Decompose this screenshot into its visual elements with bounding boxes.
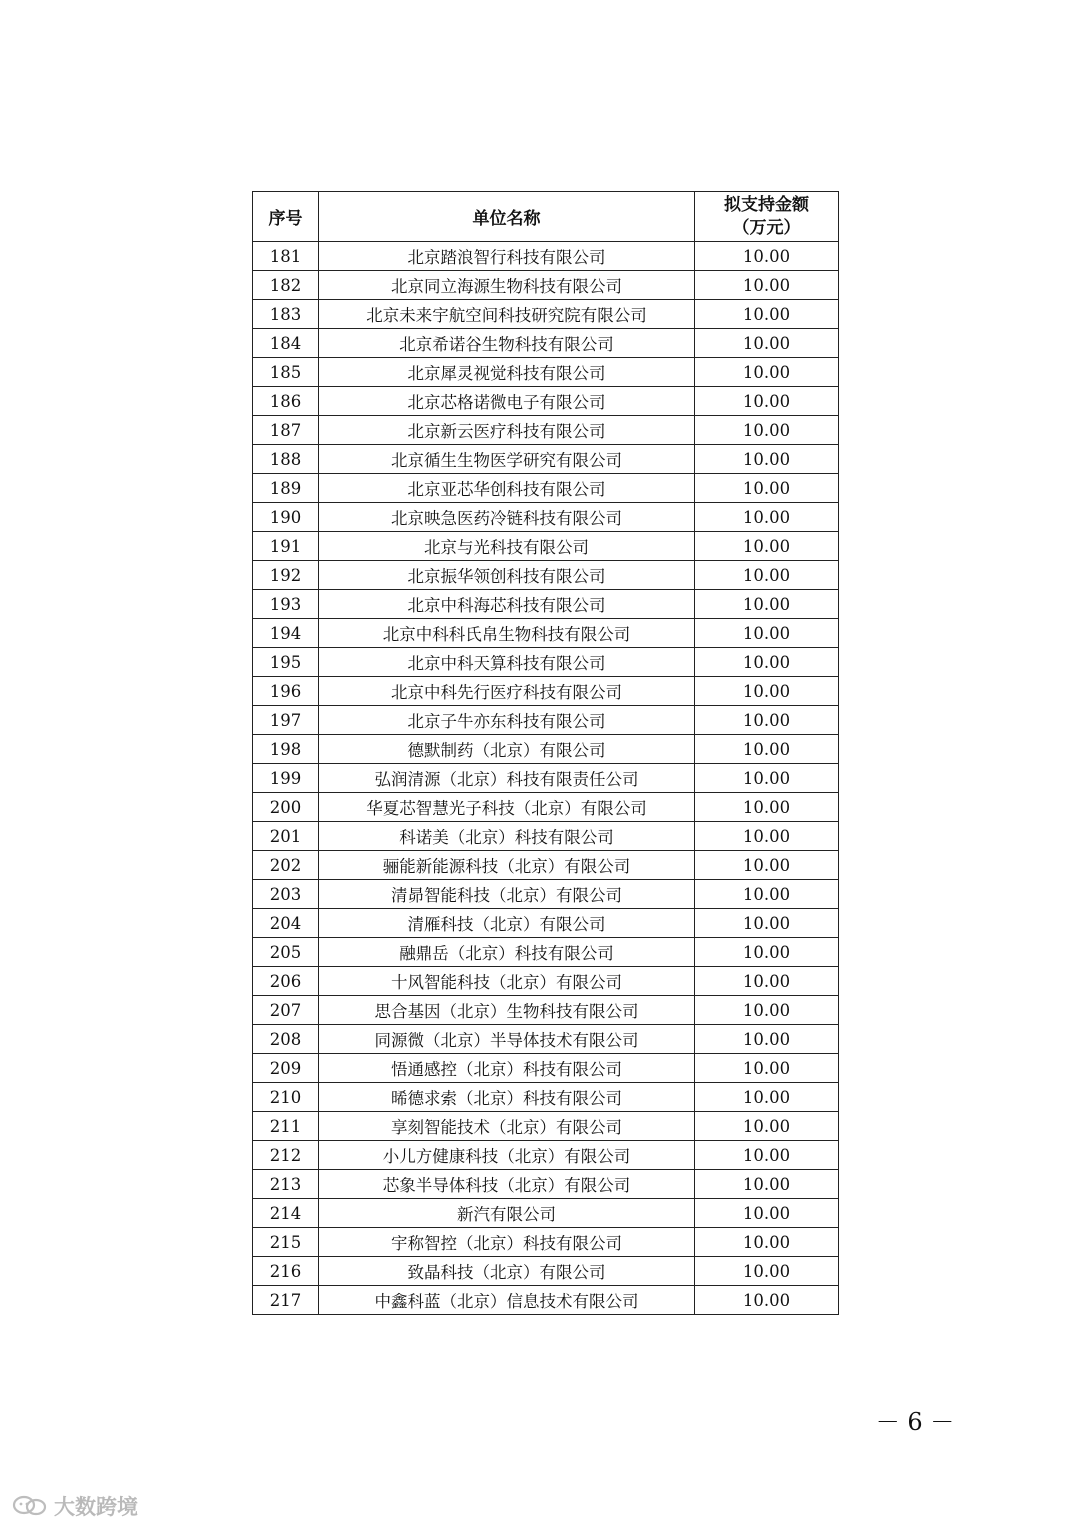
row-company-name: 十风智能科技（北京）有限公司 xyxy=(319,967,695,996)
row-amount: 10.00 xyxy=(695,938,839,967)
row-company-name: 北京中科天算科技有限公司 xyxy=(319,648,695,677)
watermark xyxy=(12,1493,138,1519)
row-amount: 10.00 xyxy=(695,1257,839,1286)
table-row xyxy=(253,735,839,764)
table-row xyxy=(253,764,839,793)
row-company-name: 北京中科先行医疗科技有限公司 xyxy=(319,677,695,706)
row-amount: 10.00 xyxy=(695,851,839,880)
row-index: 183 xyxy=(253,300,319,329)
row-index: 197 xyxy=(253,706,319,735)
table-row xyxy=(253,880,839,909)
table-row xyxy=(253,1257,839,1286)
table-row xyxy=(253,1286,839,1315)
funding-table xyxy=(252,191,839,1315)
row-company-name: 晞德求索（北京）科技有限公司 xyxy=(319,1083,695,1112)
row-amount: 10.00 xyxy=(695,590,839,619)
table-row xyxy=(253,793,839,822)
row-index: 191 xyxy=(253,532,319,561)
row-company-name: 德默制药（北京）有限公司 xyxy=(319,735,695,764)
table-row xyxy=(253,1083,839,1112)
row-index: 188 xyxy=(253,445,319,474)
row-index: 194 xyxy=(253,619,319,648)
table-row xyxy=(253,387,839,416)
table-row xyxy=(253,967,839,996)
row-amount: 10.00 xyxy=(695,1228,839,1257)
table-row xyxy=(253,416,839,445)
row-amount: 10.00 xyxy=(695,880,839,909)
table-row xyxy=(253,619,839,648)
row-amount: 10.00 xyxy=(695,416,839,445)
table-row xyxy=(253,561,839,590)
row-index: 206 xyxy=(253,967,319,996)
row-company-name: 北京同立海源生物科技有限公司 xyxy=(319,271,695,300)
table-row xyxy=(253,445,839,474)
row-index: 207 xyxy=(253,996,319,1025)
row-index: 198 xyxy=(253,735,319,764)
table-header-row xyxy=(253,192,839,242)
header-amount-line2: （万元） xyxy=(732,217,801,238)
table-row xyxy=(253,1228,839,1257)
row-amount: 10.00 xyxy=(695,1083,839,1112)
row-index: 209 xyxy=(253,1054,319,1083)
row-company-name: 北京亚芯华创科技有限公司 xyxy=(319,474,695,503)
row-company-name: 新汽有限公司 xyxy=(319,1199,695,1228)
row-index: 185 xyxy=(253,358,319,387)
table-row xyxy=(253,1170,839,1199)
header-index: 序号 xyxy=(253,192,319,242)
row-amount: 10.00 xyxy=(695,967,839,996)
row-index: 200 xyxy=(253,793,319,822)
row-amount: 10.00 xyxy=(695,648,839,677)
table-row xyxy=(253,271,839,300)
row-company-name: 北京中科海芯科技有限公司 xyxy=(319,590,695,619)
row-index: 214 xyxy=(253,1199,319,1228)
header-amount-line1: 拟支持金额 xyxy=(724,194,809,215)
row-amount: 10.00 xyxy=(695,1025,839,1054)
watermark-text: 大数跨境 xyxy=(54,1495,138,1519)
row-company-name: 北京犀灵视觉科技有限公司 xyxy=(319,358,695,387)
header-amount xyxy=(695,192,839,242)
table-row xyxy=(253,1025,839,1054)
row-index: 186 xyxy=(253,387,319,416)
row-company-name: 华夏芯智慧光子科技（北京）有限公司 xyxy=(319,793,695,822)
row-company-name: 弘润清源（北京）科技有限责任公司 xyxy=(319,764,695,793)
table-row xyxy=(253,648,839,677)
row-index: 190 xyxy=(253,503,319,532)
row-company-name: 北京振华领创科技有限公司 xyxy=(319,561,695,590)
row-index: 184 xyxy=(253,329,319,358)
row-amount: 10.00 xyxy=(695,242,839,271)
row-amount: 10.00 xyxy=(695,1170,839,1199)
row-company-name: 清雁科技（北京）有限公司 xyxy=(319,909,695,938)
row-amount: 10.00 xyxy=(695,271,839,300)
row-index: 202 xyxy=(253,851,319,880)
row-index: 196 xyxy=(253,677,319,706)
row-company-name: 宇称智控（北京）科技有限公司 xyxy=(319,1228,695,1257)
row-index: 181 xyxy=(253,242,319,271)
row-index: 208 xyxy=(253,1025,319,1054)
row-index: 182 xyxy=(253,271,319,300)
row-amount: 10.00 xyxy=(695,735,839,764)
row-index: 212 xyxy=(253,1141,319,1170)
table-row xyxy=(253,909,839,938)
table-row xyxy=(253,996,839,1025)
row-amount: 10.00 xyxy=(695,706,839,735)
row-company-name: 享刻智能技术（北京）有限公司 xyxy=(319,1112,695,1141)
header-name: 单位名称 xyxy=(319,192,695,242)
row-company-name: 北京未来宇航空间科技研究院有限公司 xyxy=(319,300,695,329)
table-row xyxy=(253,822,839,851)
row-company-name: 北京新云医疗科技有限公司 xyxy=(319,416,695,445)
row-amount: 10.00 xyxy=(695,1286,839,1315)
table-row xyxy=(253,358,839,387)
table-row xyxy=(253,1112,839,1141)
row-company-name: 思合基因（北京）生物科技有限公司 xyxy=(319,996,695,1025)
row-amount: 10.00 xyxy=(695,793,839,822)
row-company-name: 北京与光科技有限公司 xyxy=(319,532,695,561)
row-index: 215 xyxy=(253,1228,319,1257)
row-company-name: 清昴智能科技（北京）有限公司 xyxy=(319,880,695,909)
row-company-name: 北京芯格诺微电子有限公司 xyxy=(319,387,695,416)
row-company-name: 致晶科技（北京）有限公司 xyxy=(319,1257,695,1286)
row-amount: 10.00 xyxy=(695,822,839,851)
row-company-name: 芯象半导体科技（北京）有限公司 xyxy=(319,1170,695,1199)
row-amount: 10.00 xyxy=(695,1054,839,1083)
table-row xyxy=(253,1054,839,1083)
table-row xyxy=(253,300,839,329)
row-amount: 10.00 xyxy=(695,445,839,474)
row-company-name: 小儿方健康科技（北京）有限公司 xyxy=(319,1141,695,1170)
row-index: 195 xyxy=(253,648,319,677)
row-company-name: 科诺美（北京）科技有限公司 xyxy=(319,822,695,851)
row-index: 189 xyxy=(253,474,319,503)
table-row xyxy=(253,242,839,271)
row-company-name: 悟通感控（北京）科技有限公司 xyxy=(319,1054,695,1083)
row-index: 211 xyxy=(253,1112,319,1141)
row-amount: 10.00 xyxy=(695,764,839,793)
row-index: 216 xyxy=(253,1257,319,1286)
row-amount: 10.00 xyxy=(695,358,839,387)
row-amount: 10.00 xyxy=(695,474,839,503)
row-amount: 10.00 xyxy=(695,561,839,590)
row-amount: 10.00 xyxy=(695,1112,839,1141)
table-row xyxy=(253,851,839,880)
row-index: 187 xyxy=(253,416,319,445)
row-company-name: 北京映急医药冷链科技有限公司 xyxy=(319,503,695,532)
wechat-bubble-icon xyxy=(12,1494,48,1518)
table-row xyxy=(253,590,839,619)
row-index: 217 xyxy=(253,1286,319,1315)
row-amount: 10.00 xyxy=(695,532,839,561)
row-amount: 10.00 xyxy=(695,503,839,532)
table-row xyxy=(253,1141,839,1170)
row-index: 199 xyxy=(253,764,319,793)
row-amount: 10.00 xyxy=(695,300,839,329)
row-amount: 10.00 xyxy=(695,1141,839,1170)
row-amount: 10.00 xyxy=(695,677,839,706)
row-amount: 10.00 xyxy=(695,329,839,358)
row-index: 204 xyxy=(253,909,319,938)
page-number: － 6 － xyxy=(875,1408,955,1436)
row-company-name: 同源微（北京）半导体技术有限公司 xyxy=(319,1025,695,1054)
table-row xyxy=(253,938,839,967)
row-index: 205 xyxy=(253,938,319,967)
table-row xyxy=(253,532,839,561)
row-company-name: 北京循生生物医学研究有限公司 xyxy=(319,445,695,474)
row-index: 213 xyxy=(253,1170,319,1199)
table-row xyxy=(253,706,839,735)
row-amount: 10.00 xyxy=(695,1199,839,1228)
row-index: 203 xyxy=(253,880,319,909)
table-row xyxy=(253,503,839,532)
row-company-name: 北京希诺谷生物科技有限公司 xyxy=(319,329,695,358)
row-index: 192 xyxy=(253,561,319,590)
row-company-name: 融鼎岳（北京）科技有限公司 xyxy=(319,938,695,967)
row-index: 201 xyxy=(253,822,319,851)
row-amount: 10.00 xyxy=(695,996,839,1025)
row-amount: 10.00 xyxy=(695,387,839,416)
row-amount: 10.00 xyxy=(695,909,839,938)
row-amount: 10.00 xyxy=(695,619,839,648)
table-row xyxy=(253,329,839,358)
row-company-name: 骊能新能源科技（北京）有限公司 xyxy=(319,851,695,880)
row-company-name: 北京子牛亦东科技有限公司 xyxy=(319,706,695,735)
table-row xyxy=(253,1199,839,1228)
table-row xyxy=(253,474,839,503)
row-company-name: 中鑫科蓝（北京）信息技术有限公司 xyxy=(319,1286,695,1315)
row-index: 210 xyxy=(253,1083,319,1112)
row-company-name: 北京中科科氏帛生物科技有限公司 xyxy=(319,619,695,648)
row-company-name: 北京踏浪智行科技有限公司 xyxy=(319,242,695,271)
row-index: 193 xyxy=(253,590,319,619)
table-row xyxy=(253,677,839,706)
